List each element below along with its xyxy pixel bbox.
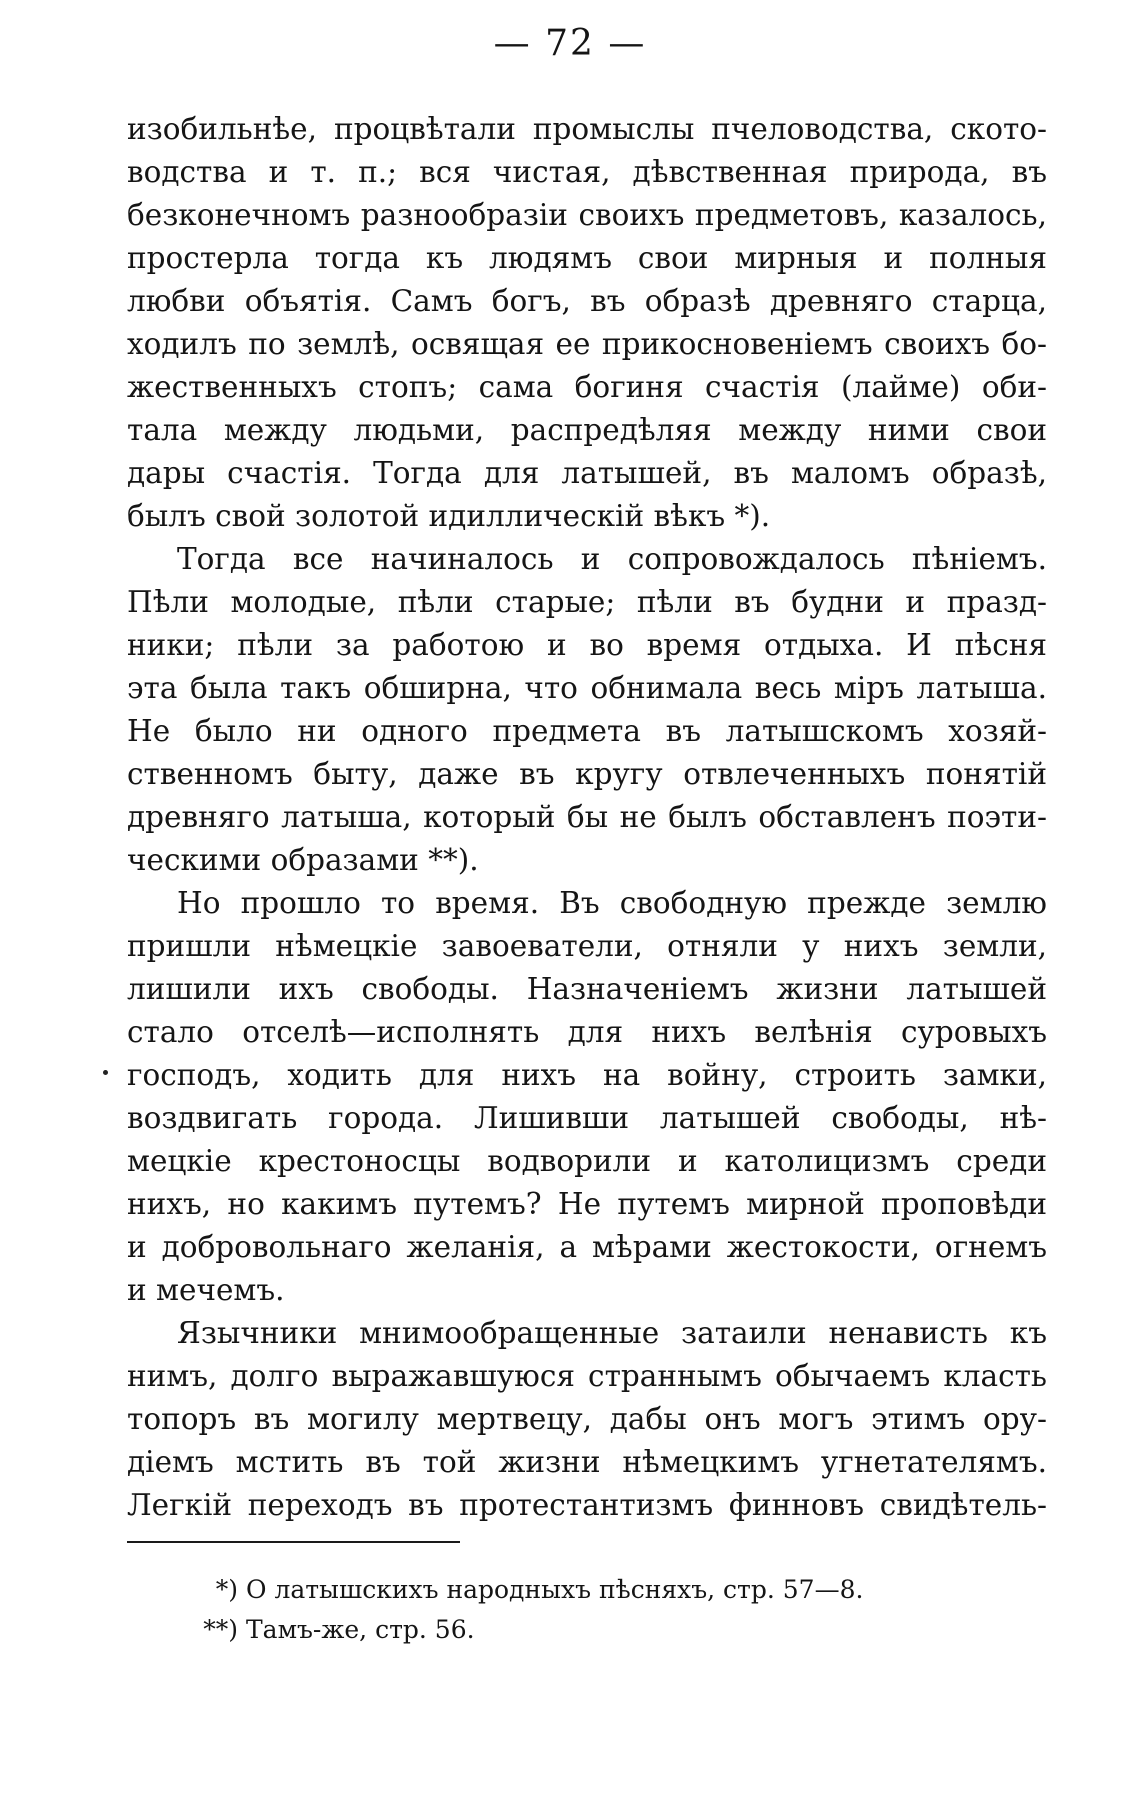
text-line: ственномъ быту, даже въ кругу отвлеченныхъ понятій: [127, 757, 1047, 791]
footnote: [180, 1610, 960, 1650]
text-line: тала между людьми, распредѣляя между ними свои: [127, 413, 1047, 447]
text-line: изобильнѣе, процвѣтали промыслы пчеловодства, ското-: [127, 112, 1047, 146]
text-line: простерла тогда къ людямъ свои мирныя и полныя: [127, 241, 1047, 275]
text-line: ческими образами **).: [127, 843, 479, 877]
text-line: мецкіе крестоносцы водворили и католицизмъ среди: [127, 1144, 1047, 1178]
text-line: нимъ, долго выражавшуюся страннымъ обычаемъ класть: [127, 1359, 1047, 1393]
footnote-text: О латышскихъ народныхъ пѣсняхъ, стр. 57—8.: [246, 1575, 864, 1604]
text-line: водства и т. п.; вся чистая, дѣвственная природа, въ: [127, 155, 1047, 189]
footnote: [180, 1570, 960, 1610]
text-line: ники; пѣли за работою и во время отдыха. И пѣсня: [127, 628, 1047, 662]
text-line: эта была такъ обширна, что обнимала весь міръ латыша.: [127, 671, 1047, 705]
text-line: Пѣли молодые, пѣли старые; пѣли въ будни и празд-: [127, 585, 1047, 619]
text-line: стало отселѣ—исполнять для нихъ велѣнія суровыхъ: [127, 1015, 1047, 1049]
text-line: господъ, ходить для нихъ на войну, строить замки,: [127, 1058, 1047, 1092]
footnote-mark: **): [203, 1615, 238, 1644]
footnote-text: Тамъ-же, стр. 56.: [246, 1615, 475, 1644]
text-line: діемъ мстить въ той жизни нѣмецкимъ угнетателямъ.: [127, 1445, 1047, 1479]
footnote-mark: *): [215, 1575, 238, 1604]
paragraph: [127, 108, 1047, 538]
text-line: пришли нѣмецкіе завоеватели, отняли у нихъ земли,: [127, 929, 1047, 963]
page-number: — 72 —: [493, 23, 647, 64]
margin-mark: [103, 1070, 108, 1075]
text-line: воздвигать города. Лишивши латышей свободы, нѣ-: [127, 1101, 1047, 1135]
text-line: Не было ни одного предмета въ латышскомъ хозяй-: [127, 714, 1047, 748]
text-line: дары счастія. Тогда для латышей, въ маломъ образѣ,: [127, 456, 1047, 490]
text-line: любви объятія. Самъ богъ, въ образѣ древняго старца,: [127, 284, 1047, 318]
text-line: древняго латыша, который бы не былъ обставленъ поэти-: [127, 800, 1047, 834]
text-line: лишили ихъ свободы. Назначеніемъ жизни латышей: [127, 972, 1047, 1006]
footnotes: [180, 1570, 960, 1650]
text-line: Язычники мнимообращенные затаили ненависть къ: [177, 1316, 1047, 1350]
text-line: Тогда все начиналось и сопровождалось пѣніемъ.: [177, 542, 1047, 576]
text-line: ходилъ по землѣ, освящая ее прикосновеніемъ своихъ бо-: [127, 327, 1047, 361]
text-line: топоръ въ могилу мертвецу, дабы онъ могъ этимъ ору-: [127, 1402, 1047, 1436]
text-line: нихъ, но какимъ путемъ? Не путемъ мирной проповѣди: [127, 1187, 1047, 1221]
text-line: и добровольнаго желанія, а мѣрами жестокости, огнемъ: [127, 1230, 1047, 1264]
footnote-divider: [127, 1541, 460, 1543]
paragraph: [127, 1312, 1047, 1527]
text-line: былъ свой золотой идиллическій вѣкъ *).: [127, 499, 771, 533]
text-line: Легкій переходъ въ протестантизмъ финновъ свидѣтель-: [127, 1488, 1047, 1522]
text-line: безконечномъ разнообразіи своихъ предметовъ, казалось,: [127, 198, 1047, 232]
paragraph: [127, 538, 1047, 882]
text-line: и мечемъ.: [127, 1273, 285, 1307]
paragraph: [127, 882, 1047, 1312]
text-line: Но прошло то время. Въ свободную прежде землю: [177, 886, 1047, 920]
body-text: [127, 108, 1047, 1527]
text-line: жественныхъ стопъ; сама богиня счастія (лайме) оби-: [127, 370, 1047, 404]
